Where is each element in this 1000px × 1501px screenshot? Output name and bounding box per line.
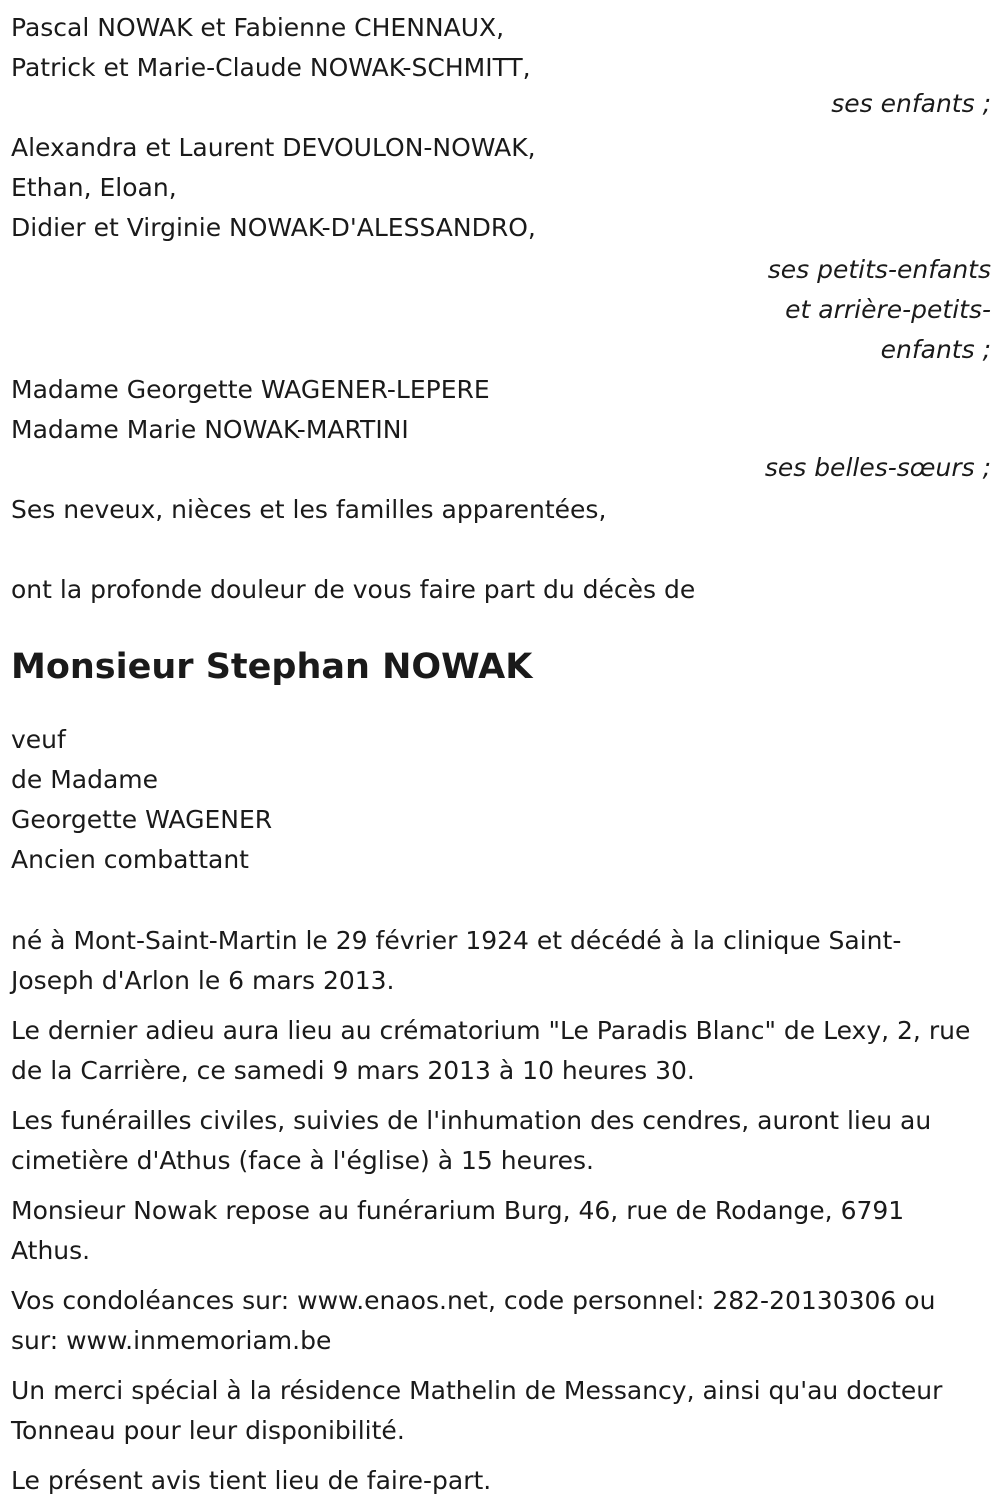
grandchild-name-line: Alexandra et Laurent DEVOULON-NOWAK,: [11, 133, 536, 162]
grandchildren-relation-line: et arrière-petits-: [785, 295, 991, 324]
sisters-in-law-relation: ses belles-sœurs ;: [764, 453, 991, 482]
children-section: [11, 8, 991, 124]
funeral-paragraph: Les funérailles civiles, suivies de l'inhumation des cendres, auront lieu au cimetière d'Athus (face à l'église) à 15 heures.: [11, 1106, 932, 1175]
funeral-information: [11, 921, 976, 1501]
grandchild-name-line: Didier et Virginie NOWAK-D'ALESSANDRO,: [11, 213, 536, 242]
relatives-line: Ses neveux, nièces et les familles apparentées,: [11, 495, 607, 524]
grandchildren-relation-line: enfants ;: [880, 335, 991, 364]
deceased-detail-line: veuf: [11, 725, 66, 754]
repose-paragraph: Monsieur Nowak repose au funérarium Burg, 46, rue de Rodange, 6791 Athus.: [11, 1196, 905, 1265]
deceased-detail-line: de Madame: [11, 765, 159, 794]
sister-in-law-name-line: Madame Marie NOWAK-MARTINI: [11, 415, 409, 444]
deceased-detail-line: Georgette WAGENER: [11, 805, 273, 834]
sister-in-law-name-line: Madame Georgette WAGENER-LEPERE: [11, 375, 490, 404]
obituary-notice: [11, 8, 991, 1501]
thanks-paragraph: Un merci spécial à la résidence Mathelin de Messancy, ainsi qu'au docteur Tonneau pour leur disponibilité.: [11, 1376, 943, 1445]
closing-paragraph: Le présent avis tient lieu de faire-part.: [11, 1466, 492, 1495]
grandchild-name-line: Ethan, Eloan,: [11, 173, 177, 202]
deceased-name: Monsieur Stephan NOWAK: [11, 647, 533, 687]
announcement-line: ont la profonde douleur de vous faire part du décès de: [11, 575, 696, 604]
sisters-in-law-section: [11, 370, 991, 488]
farewell-paragraph: Le dernier adieu aura lieu au crématorium "Le Paradis Blanc" de Lexy, 2, rue de la Carrière, ce samedi 9 mars 2013 à 10 heures 30.: [11, 1016, 971, 1085]
child-name-line: Pascal NOWAK et Fabienne CHENNAUX,: [11, 13, 505, 42]
grandchildren-section: [11, 128, 991, 370]
birth-death-paragraph: né à Mont-Saint-Martin le 29 février 1924 et décédé à la clinique Saint-Joseph d'Arlon le 6 mars 2013.: [11, 926, 902, 995]
children-relation: ses enfants ;: [831, 89, 991, 118]
grandchildren-relation-line: ses petits-enfants: [767, 255, 991, 284]
deceased-detail-line: Ancien combattant: [11, 845, 249, 874]
deceased-details: [11, 720, 991, 880]
child-name-line: Patrick et Marie-Claude NOWAK-SCHMITT,: [11, 53, 531, 82]
condolences-paragraph: Vos condoléances sur: www.enaos.net, code personnel: 282-20130306 ou sur: www.inmemoriam.be: [11, 1286, 936, 1355]
